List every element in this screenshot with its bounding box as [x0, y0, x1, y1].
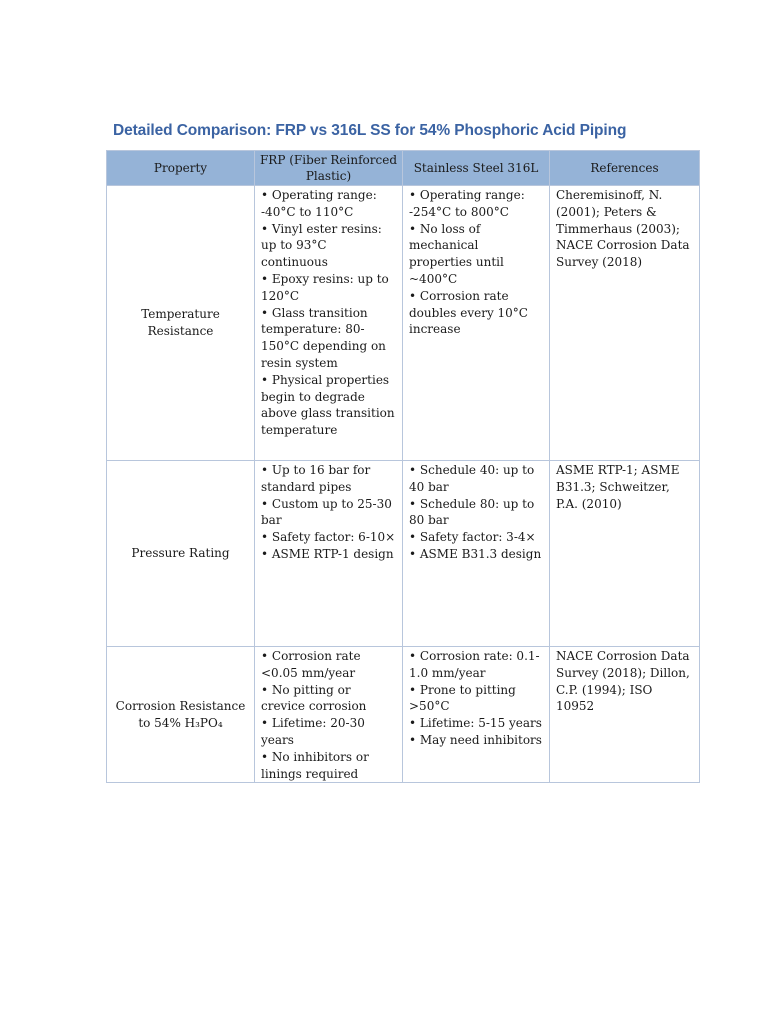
- stainless-cell: [403, 461, 550, 647]
- header-stainless-steel: Stainless Steel 316L: [403, 151, 550, 186]
- list-item: • Glass transition temperature: 80-150°C depending on resin system: [261, 305, 386, 370]
- document-title: Detailed Comparison: FRP vs 316L SS for 54% Phosphoric Acid Piping: [113, 122, 627, 139]
- references-cell: NACE Corrosion Data Survey (2018); Dillon, C.P. (1994); ISO 10952: [550, 647, 700, 783]
- list-item: • Prone to pitting >50°C: [409, 682, 516, 714]
- list-item: • Corrosion rate: 0.1-1.0 mm/year: [409, 649, 540, 680]
- references-cell: Cheremisinoff, N. (2001); Peters & Timmerhaus (2003); NACE Corrosion Data Survey (2018): [550, 186, 700, 461]
- property-cell: Temperature Resistance: [107, 186, 255, 461]
- frp-cell: [255, 647, 403, 783]
- table-header-row: [107, 151, 700, 186]
- frp-cell: [255, 461, 403, 647]
- list-item: • Corrosion rate doubles every 10°C increase: [409, 288, 528, 337]
- header-references: References: [550, 151, 700, 186]
- property-cell: Corrosion Resistance to 54% H₃PO₄: [107, 647, 255, 783]
- list-item: • Vinyl ester resins: up to 93°C continuous: [261, 221, 382, 270]
- table-row-corrosion: [107, 647, 700, 783]
- list-item: • Operating range: -254°C to 800°C: [409, 188, 525, 219]
- list-item: • Up to 16 bar for standard pipes: [261, 463, 371, 494]
- list-item: • Custom up to 25-30 bar: [261, 496, 392, 528]
- list-item: • Schedule 40: up to 40 bar: [409, 463, 535, 494]
- list-item: • Schedule 80: up to 80 bar: [409, 496, 535, 528]
- list-item: • Lifetime: 5-15 years: [409, 716, 542, 731]
- list-item: • Safety factor: 3-4×: [409, 530, 536, 545]
- property-cell: Pressure Rating: [107, 461, 255, 647]
- table-row-pressure: [107, 461, 700, 647]
- list-item: • Corrosion rate <0.05 mm/year: [261, 649, 361, 680]
- list-item: • ASME RTP-1 design: [261, 546, 394, 561]
- list-item: • Safety factor: 6-10×: [261, 530, 396, 545]
- stainless-cell: [403, 647, 550, 783]
- stainless-cell: [403, 186, 550, 461]
- list-item: • May need inhibitors: [409, 732, 542, 747]
- comparison-table: [106, 150, 700, 783]
- frp-cell: [255, 186, 403, 461]
- header-property: Property: [107, 151, 255, 186]
- list-item: • Physical properties begin to degrade above glass transition temperature: [261, 372, 395, 438]
- list-item: • Operating range: -40°C to 110°C: [261, 188, 377, 219]
- list-item: • Lifetime: 20-30 years: [261, 716, 365, 747]
- list-item: • No pitting or crevice corrosion: [261, 682, 367, 714]
- list-item: • ASME B31.3 design: [409, 546, 542, 561]
- references-cell: ASME RTP-1; ASME B31.3; Schweitzer, P.A. (2010): [550, 461, 700, 647]
- table-row-temperature: [107, 186, 700, 461]
- list-item: • No loss of mechanical properties until ~400°C: [409, 221, 504, 286]
- list-item: • No inhibitors or linings required: [261, 749, 369, 781]
- header-frp: FRP (Fiber Reinforced Plastic): [255, 151, 403, 186]
- list-item: • Epoxy resins: up to 120°C: [261, 271, 389, 303]
